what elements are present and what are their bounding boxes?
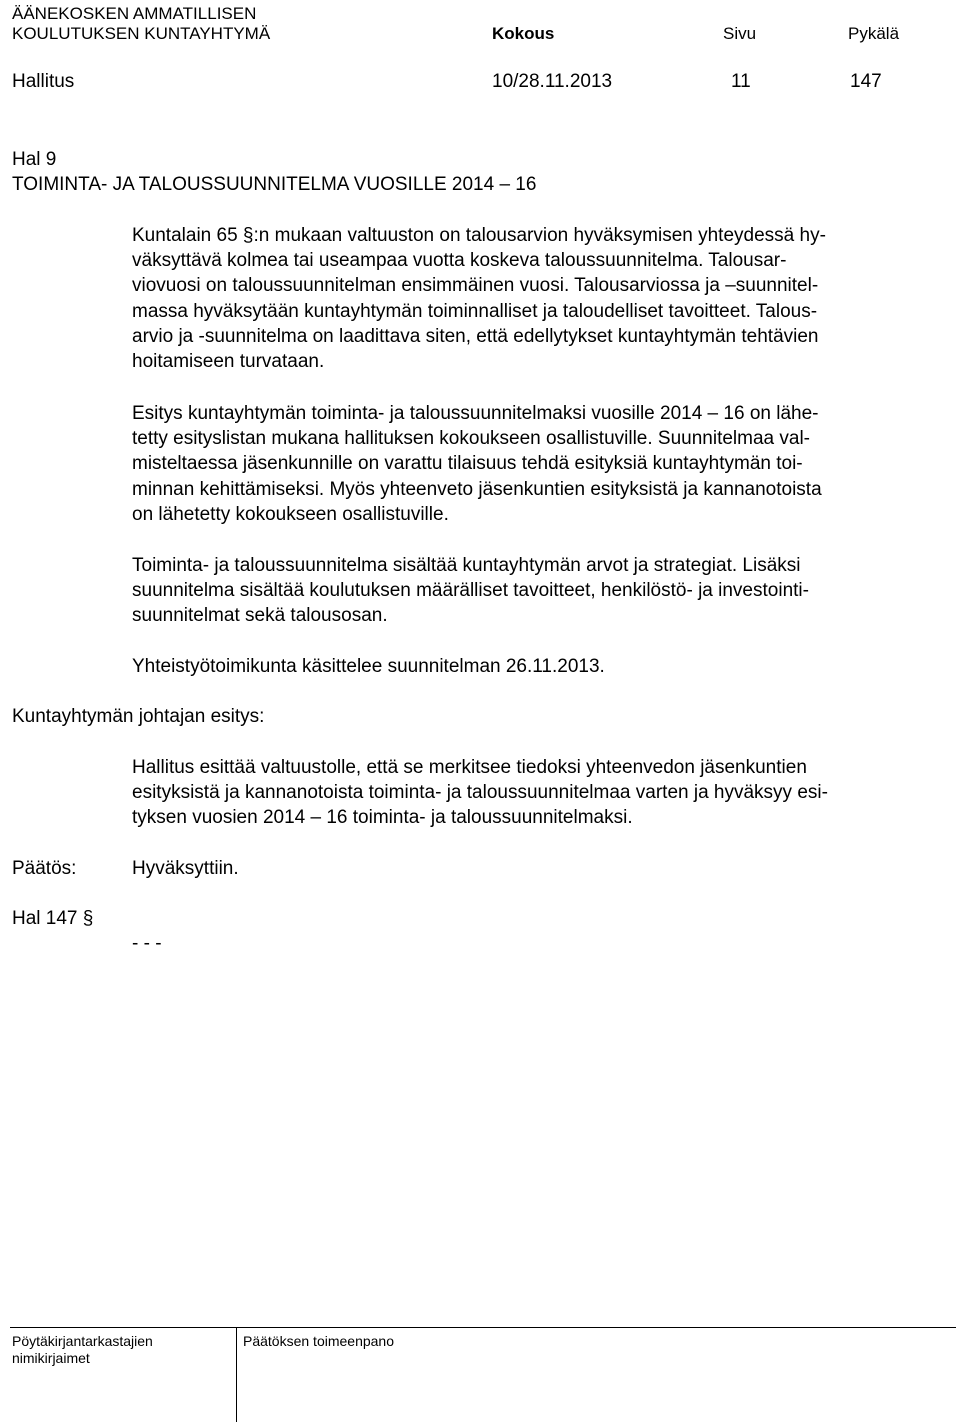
- text-line: tetty esityslistan mukana hallituksen kokoukseen osallistuville. Suunnitelmaa val-: [132, 428, 811, 450]
- text-line: hoitamiseen turvataan.: [132, 351, 325, 373]
- text-line: Esitys kuntayhtymän toiminta- ja taloussuunnitelmaksi vuosille 2014 – 16 on lähe-: [132, 403, 819, 424]
- text-line: esityksistä ja kannanotoista toiminta- ja taloussuunnitelmaa varten ja hyväksyy esi-: [132, 782, 828, 804]
- organization-name-line2: KOULUTUKSEN KUNTAYHTYMÄ: [12, 24, 271, 43]
- decision-text: Hyväksyttiin.: [132, 858, 239, 879]
- decision-label: Päätös:: [12, 858, 77, 879]
- paragraph-2: [132, 401, 944, 527]
- text-line: massa hyväksytään kuntayhtymän toiminnalliset ja taloudelliset tavoitteet. Talous-: [132, 300, 818, 322]
- text-line: viovuosi on taloussuunnitelman ensimmäinen vuosi. Talousarviossa ja –suunnitel-: [132, 275, 819, 297]
- item-reference: Hal 9: [12, 149, 57, 170]
- text-line: suunnitelma sisältää koulutuksen määrälliset tavoitteet, henkilöstö- ja investointi-: [132, 580, 809, 602]
- header-meeting-label: Kokous: [492, 24, 555, 43]
- footer-divider: [236, 1327, 237, 1422]
- text-line: Toiminta- ja taloussuunnitelma sisältää kuntayhtymän arvot ja strategiat. Lisäksi: [132, 555, 801, 576]
- footer-rule: [10, 1327, 956, 1328]
- text-line: on lähetetty kokoukseen osallistuville.: [132, 503, 449, 525]
- proposal-label: Kuntayhtymän johtajan esitys:: [12, 706, 265, 727]
- text-line: misteltaessa jäsenkunnille on varattu tilaisuus tehdä esityksiä kuntayhtymän toi-: [132, 453, 803, 475]
- text-line: tyksen vuosien 2014 – 16 toiminta- ja taloussuunnitelmaksi.: [132, 807, 633, 829]
- section-number: 147: [850, 71, 882, 92]
- paragraph-4: [132, 654, 944, 679]
- body-name: Hallitus: [12, 71, 75, 92]
- meeting-date: 10/28.11.2013: [492, 71, 613, 92]
- next-section-reference: Hal 147 §: [12, 908, 94, 929]
- text-line: Kuntalain 65 §:n mukaan valtuuston on talousarvion hyväksymisen yhteydessä hy-: [132, 225, 826, 246]
- text-line: Yhteistyötoimikunta käsittelee suunnitelman 26.11.2013.: [132, 656, 605, 677]
- section-end-dashes: - - -: [132, 933, 162, 954]
- paragraph-1: [132, 223, 944, 374]
- text-line: arvio ja -suunnitelma on laadittava siten, että edellytykset kuntayhtymän tehtävien: [132, 325, 819, 347]
- footer-execution-label: Päätöksen toimeenpano: [243, 1333, 394, 1349]
- text-line: väksyttävä kolmea tai useampaa vuotta koskeva taloussuunnitelma. Talousar-: [132, 250, 787, 272]
- header-page-label: Sivu: [723, 24, 757, 43]
- organization-name-line1: ÄÄNEKOSKEN AMMATILLISEN: [12, 4, 257, 23]
- text-line: Hallitus esittää valtuustolle, että se merkitsee tiedoksi yhteenvedon jäsenkuntien: [132, 757, 807, 778]
- proposal-text: [132, 755, 944, 831]
- paragraph-3: [132, 553, 944, 629]
- item-title: TOIMINTA- JA TALOUSSUUNNITELMA VUOSILLE 2014 – 16: [12, 174, 537, 195]
- text-line: suunnitelmat sekä talousosan.: [132, 605, 388, 627]
- text-line: minnan kehittämiseksi. Myös yhteenveto jäsenkuntien esityksistä ja kannanotoista: [132, 478, 822, 500]
- footer-signatures-label-line2: nimikirjaimet: [12, 1350, 90, 1366]
- page-number: 11: [731, 71, 751, 92]
- header-section-label: Pykälä: [848, 24, 900, 43]
- footer-signatures-label-line1: Pöytäkirjantarkastajien: [12, 1333, 153, 1349]
